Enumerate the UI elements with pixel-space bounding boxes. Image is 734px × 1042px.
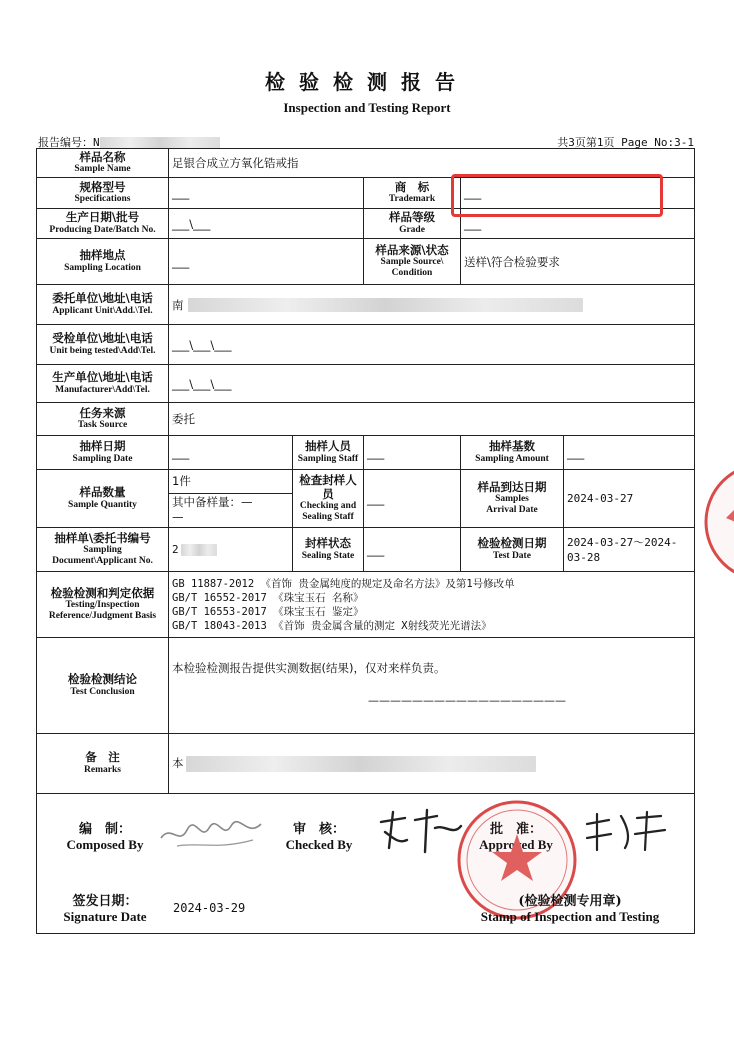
sample-quantity-total: 1件 xyxy=(169,471,292,494)
remarks-label: 备 注 Remarks xyxy=(37,734,169,794)
stamp-label: (检验检测专用章) Stamp of Inspection and Testing xyxy=(480,894,660,924)
arrival-date-value: 2024-03-27 xyxy=(564,470,695,528)
reference-standard: GB 11887-2012 《首饰 贵金属纯度的规定及命名方法》及第1号修改单 xyxy=(172,577,515,590)
signature-area xyxy=(37,794,695,934)
conclusion-line: —————————————————— xyxy=(368,694,566,707)
grade-value: ___ xyxy=(461,209,695,239)
row-sample-quantity xyxy=(37,470,695,528)
composed-by-label: 编 制： Composed By xyxy=(66,822,144,852)
approved-signature-icon xyxy=(581,808,671,856)
row-sampling-date xyxy=(37,436,695,470)
row-task-source xyxy=(37,403,695,436)
producing-date-value: ___\___ xyxy=(169,209,364,239)
sampling-staff-label: 抽样人员 Sampling Staff xyxy=(293,436,364,470)
trademark-label: 商 标 Trademark xyxy=(364,178,461,209)
conclusion-label: 检验检测结论 Test Conclusion xyxy=(37,638,169,734)
sampling-staff-value: ___ xyxy=(364,436,461,470)
row-manufacturer xyxy=(37,365,695,403)
task-source-value: 委托 xyxy=(169,403,695,436)
redacted-applicant xyxy=(188,298,583,312)
reference-standard: GB/T 18043-2013 《首饰 贵金属含量的测定 X射线荧光光谱法》 xyxy=(172,619,492,632)
composed-signature-icon xyxy=(157,816,267,856)
sampling-date-value: ___ xyxy=(169,436,293,470)
row-sampling-document xyxy=(37,528,695,572)
page-number: 共3页第1页 Page No:3-1 xyxy=(557,136,694,149)
task-source-label: 任务来源 Task Source xyxy=(37,403,169,436)
report-table xyxy=(36,148,695,934)
checked-by-label: 审 核： Checked By xyxy=(285,822,353,852)
sample-name-label: 样品名称 Sample Name xyxy=(37,149,169,178)
row-reference xyxy=(37,572,695,638)
sealing-state-label: 封样状态 Sealing State xyxy=(293,528,364,572)
report-title-en: Inspection and Testing Report xyxy=(283,100,451,115)
edge-seal-icon xyxy=(704,450,734,600)
reference-label: 检验检测和判定依据 Testing/Inspection Reference/Judgment Basis xyxy=(37,572,169,638)
applicant-value: 南 xyxy=(169,285,695,325)
signature-date-label: 签发日期： Signature Date xyxy=(63,894,147,924)
sampling-amount-label: 抽样基数 Sampling Amount xyxy=(461,436,564,470)
conclusion-text: 本检验检测报告提供实测数据(结果)，仅对来样负责。 xyxy=(172,661,446,675)
sample-name-value: 足银合成立方氧化锆戒指 xyxy=(169,149,695,178)
sampling-date-label: 抽样日期 Sampling Date xyxy=(37,436,169,470)
remarks-value: 本 xyxy=(169,734,695,794)
manufacturer-value: ___\___\___ xyxy=(169,365,695,403)
manufacturer-label: 生产单位\地址\电话 Manufacturer\Add\Tel. xyxy=(37,365,169,403)
trademark-value: ___ xyxy=(461,178,695,209)
conclusion-value xyxy=(169,638,695,734)
row-sampling-location xyxy=(37,239,695,285)
signature-date-value: 2024-03-29 xyxy=(173,901,246,915)
row-remarks xyxy=(37,734,695,794)
redacted-document-number xyxy=(181,544,217,556)
report-title-cn: 检验检测报告 xyxy=(265,70,469,94)
sample-source-label: 样品来源\状态 Sample Source\ Condition xyxy=(364,239,461,285)
sample-source-value: 送样\符合检验要求 xyxy=(461,239,695,285)
sampling-document-value: 2 xyxy=(169,528,293,572)
reference-standard: GB/T 16553-2017 《珠宝玉石 鉴定》 xyxy=(172,605,364,618)
specifications-label: 规格型号 Specifications xyxy=(37,178,169,209)
reference-value xyxy=(169,572,695,638)
arrival-date-label: 样品到达日期 Samples Arrival Date xyxy=(461,470,564,528)
producing-date-label: 生产日期\批号 Producing Date/Batch No. xyxy=(37,209,169,239)
sampling-amount-value: ___ xyxy=(564,436,695,470)
report-number-label: 报告编号：N xyxy=(38,136,100,149)
row-conclusion xyxy=(37,638,695,734)
grade-label: 样品等级 Grade xyxy=(364,209,461,239)
unit-tested-label: 受检单位\地址\电话 Unit being tested\Add\Tel. xyxy=(37,325,169,365)
checking-staff-label: 检查封样人员 Checking and Sealing Staff xyxy=(293,470,364,528)
test-date-label: 检验检测日期 Test Date xyxy=(461,528,564,572)
redacted-remarks xyxy=(186,756,536,772)
specifications-value: ___ xyxy=(169,178,364,209)
sample-quantity-label: 样品数量 Sample Quantity xyxy=(37,470,169,528)
row-signatures xyxy=(37,794,695,934)
row-applicant xyxy=(37,285,695,325)
highlight-box xyxy=(451,174,663,217)
sampling-location-value: ___ xyxy=(169,239,364,285)
sampling-location-label: 抽样地点 Sampling Location xyxy=(37,239,169,285)
sample-quantity-reserve: 其中备样量：— — xyxy=(172,495,253,524)
sealing-state-value: ___ xyxy=(364,528,461,572)
checking-staff-value: ___ xyxy=(364,470,461,528)
sample-quantity-value xyxy=(169,470,293,528)
reference-standard: GB/T 16552-2017 《珠宝玉石 名称》 xyxy=(172,591,364,604)
test-date-value: 2024-03-27～2024-03-28 xyxy=(564,528,695,572)
sampling-document-label: 抽样单\委托书编号 Sampling Document\Applicant No. xyxy=(37,528,169,572)
unit-tested-value: ___\___\___ xyxy=(169,325,695,365)
applicant-label: 委托单位\地址\电话 Applicant Unit\Add.\Tel. xyxy=(37,285,169,325)
row-unit-tested xyxy=(37,325,695,365)
